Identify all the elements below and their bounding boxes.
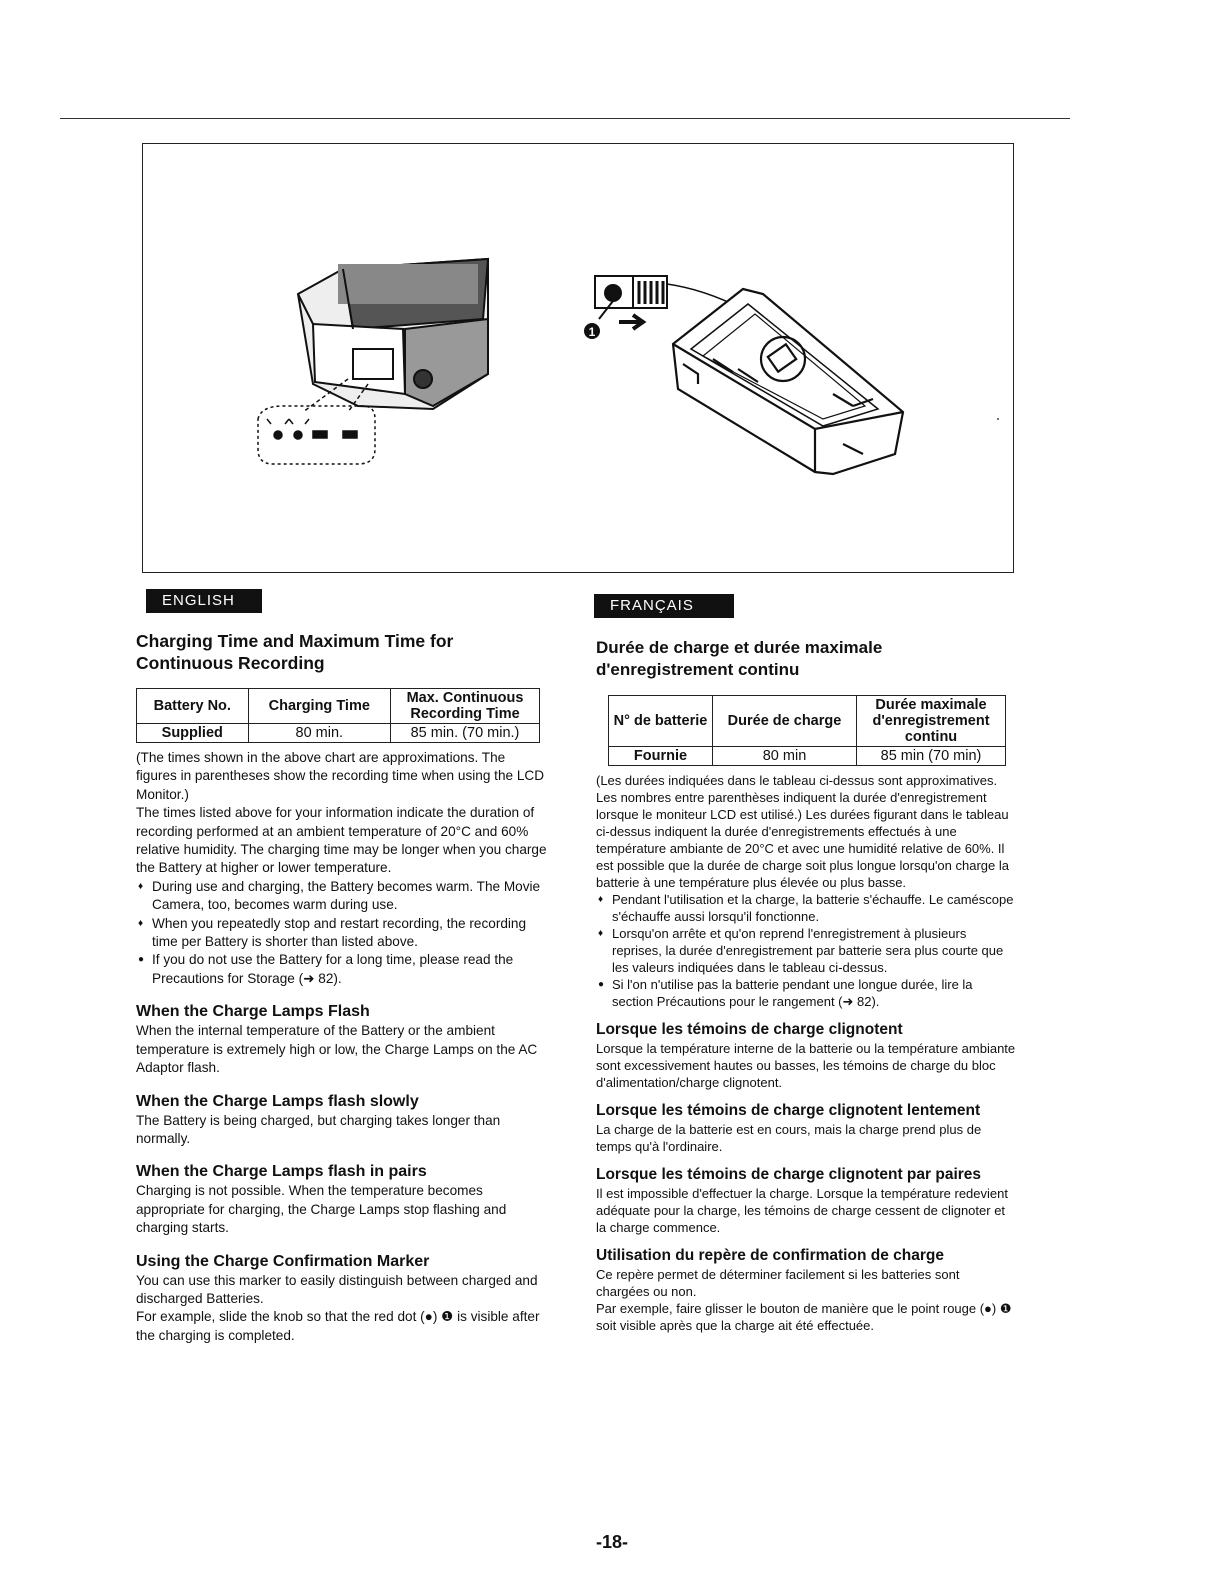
table-header-row [137, 689, 540, 724]
section-body: For example, slide the knob so that the red dot (●) ❶ is visible after the charging is completed. [136, 1309, 540, 1343]
table-header-cell: Durée de charge [713, 696, 857, 747]
french-section [596, 1246, 1016, 1334]
list-item: ♦ During use and charging, the Battery becomes warm. The Movie Camera, too, becomes warm during use. [136, 878, 548, 915]
section-body: You can use this marker to easily distinguish between charged and discharged Batteries. [136, 1272, 538, 1306]
table-row [137, 724, 540, 743]
english-title: Charging Time and Maximum Time for Continuous Recording [136, 631, 454, 673]
french-badge: FRANÇAIS [594, 594, 734, 618]
section-heading: Lorsque les témoins de charge clignotent lentement [596, 1102, 981, 1119]
french-section [596, 1165, 1016, 1236]
list-item: ● If you do not use the Battery for a long time, please read the Precautions for Storage (➜ 82). [136, 951, 548, 988]
english-bullets [136, 878, 548, 988]
section-body: Il est impossible d'effectuer la charge. Lorsque la température redevient adéquate pour la charge, les témoins de charge cessent de clignoter et la charge commence. [596, 1186, 1008, 1235]
table-cell: 80 min [713, 747, 857, 766]
english-section [136, 1162, 548, 1237]
table-cell: 80 min. [248, 724, 390, 743]
section-heading: Lorsque les témoins de charge clignotent par paires [596, 1166, 982, 1183]
section-body: Charging is not possible. When the temperature becomes appropriate for charging, the Charge Lamps stop flashing and charging starts. [136, 1183, 507, 1236]
table-cell: 85 min (70 min) [857, 747, 1006, 766]
table-header-cell: Charging Time [248, 689, 390, 724]
charger-battery-illustration [143, 144, 1015, 574]
french-title: Durée de charge et durée maximale d'enregistrement continu [596, 638, 883, 679]
table-header-cell: Durée maximale d'enregistrement continu [857, 696, 1006, 747]
english-section [136, 1002, 548, 1077]
battery-pack-drawing [673, 289, 903, 474]
top-rule [60, 118, 1070, 119]
section-heading: Utilisation du repère de confirmation de charge [596, 1247, 944, 1264]
section-heading: Lorsque les témoins de charge clignotent [596, 1021, 903, 1038]
section-body: Par exemple, faire glisser le bouton de manière que le point rouge (●) ❶ soit visible après que la charge ait été effectuée. [596, 1301, 1012, 1333]
table-header-row [609, 696, 1006, 747]
french-spec-table [608, 695, 1006, 766]
table-header-cell: N° de batterie [609, 696, 713, 747]
section-body: The Battery is being charged, but charging takes longer than normally. [136, 1112, 501, 1146]
ac-adaptor-drawing [298, 259, 488, 409]
english-section [136, 1092, 548, 1149]
illustration-frame [142, 143, 1014, 573]
table-cell: Fournie [609, 747, 713, 766]
section-heading: When the Charge Lamps flash slowly [136, 1092, 419, 1110]
french-section [596, 1101, 1016, 1155]
table-cell: Supplied [137, 724, 249, 743]
section-heading: Using the Charge Confirmation Marker [136, 1252, 430, 1270]
section-heading: When the Charge Lamps Flash [136, 1003, 370, 1021]
french-bullets [596, 891, 1016, 1010]
list-item: ♦ When you repeatedly stop and restart recording, the recording time per Battery is shorter than listed above. [136, 915, 548, 952]
english-badge: ENGLISH [146, 589, 262, 613]
list-item: ♦ Lorsqu'on arrête et qu'on reprend l'enregistrement à plusieurs reprises, la durée d'enregistrement par batterie sera plus courte que les valeurs indiquées dans le tableau ci-dessus. [596, 925, 1016, 976]
english-intro-2: The times listed above for your information indicate the duration of recording performed at an ambient temperature of 20°C and 60% relative humidity. The charging time may be longer when you charge the Battery at higher or lower temperature. [136, 805, 547, 876]
list-item: ♦ Pendant l'utilisation et la charge, la batterie s'échauffe. Le caméscope s'échauffe aussi lorsqu'il fonctionne. [596, 891, 1016, 925]
section-body: La charge de la batterie est en cours, mais la charge prend plus de temps qu'à l'ordinaire. [596, 1122, 982, 1154]
french-column [596, 637, 1016, 1334]
english-spec-table [136, 688, 540, 743]
section-heading: When the Charge Lamps flash in pairs [136, 1163, 427, 1181]
table-header-cell: Battery No. [137, 689, 249, 724]
svg-text:1: 1 [588, 325, 596, 339]
english-intro-1: (The times shown in the above chart are approximations. The figures in parentheses show the recording time when using the LCD Monitor.) [136, 750, 545, 802]
section-body: When the internal temperature of the Battery or the ambient temperature is extremely high or low, the Charge Lamps on the AC Adaptor flash. [136, 1023, 538, 1076]
marker-number-1 [584, 323, 600, 339]
french-section [596, 1020, 1016, 1091]
table-header-cell: Max. Continuous Recording Time [391, 689, 540, 724]
section-body: Ce repère permet de déterminer facilement si les batteries sont chargées ou non. [596, 1267, 960, 1299]
french-intro: (Les durées indiquées dans le tableau ci-dessus sont approximatives. Les nombres entre parenthèses indiquent la durée d'enregistrement lorsque le moniteur LCD est utilisé.) Les durées figurant dans le tableau ci-dessus indiquent la durée d'enregistrements effectués à une température ambiante de 20°C et avec une humidité relative de 60%. Il est possible que la durée de charge soit plus longue lorsqu'on charge la batterie à une température plus élevée ou plus basse. [596, 773, 1009, 890]
table-cell: 85 min. (70 min.) [391, 724, 540, 743]
list-item: ● Si l'on n'utilise pas la batterie pendant une longue durée, lire la section Précautions pour le rangement (➜ 82). [596, 976, 1016, 1010]
table-row [609, 747, 1006, 766]
english-section [136, 1252, 548, 1346]
english-column [136, 630, 548, 1345]
section-body: Lorsque la température interne de la batterie ou la température ambiante sont excessivement hautes ou basses, les témoins de charge du bloc d'alimentation/charge clignotent. [596, 1041, 1016, 1090]
page-number: -18- [595, 1532, 628, 1552]
